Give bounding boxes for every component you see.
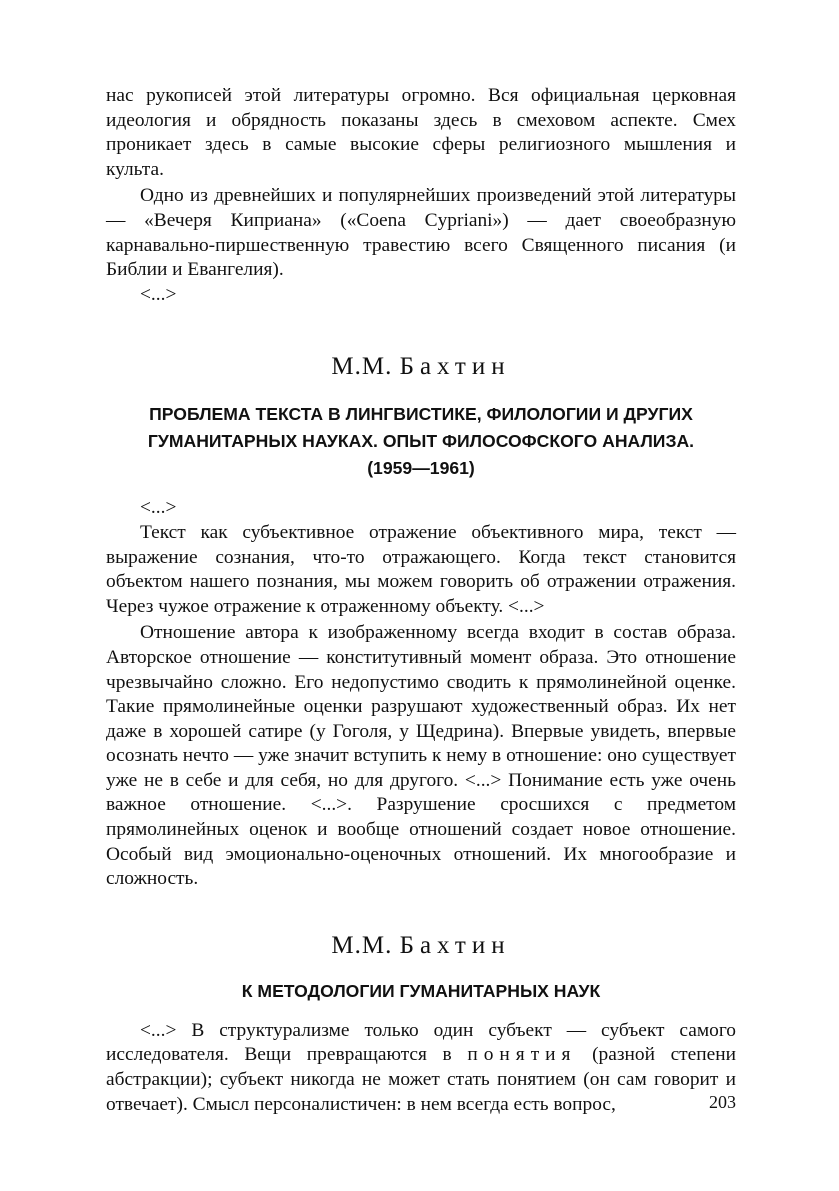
ellipsis: <...>: [140, 497, 177, 519]
author-surname: Бахтин: [399, 931, 511, 959]
section-previous: [106, 84, 736, 307]
author-initials: М.М.: [331, 353, 393, 381]
author-surname: Бахтин: [399, 353, 511, 381]
paragraph-start: <...> В структурализме только один субъект — субъект самого исследователя. Вещи превращаются в: [106, 1019, 736, 1066]
paragraph: Текст как субъективное отражение объективного мира, текст — выражение сознания, что-то отражающего. Когда текст становится объектом нашего познания, мы можем говорить об отражении отражения. Через чужое отражение к отраженному объекту. <...>: [106, 521, 736, 617]
paragraph-end: (разной степени абстракции); субъект никогда не может стать понятием (он сам говорит и отвечает). Смысл персоналистичен: в нем всегда есть вопрос,: [106, 1044, 736, 1115]
paragraph: [106, 1019, 736, 1117]
paragraph: нас рукописей этой литературы огромно. Вся официальная церковная идеология и обрядность показаны здесь в смеховом аспекте. Смех проникает здесь в самые высокие сферы религиозного мышления и культа.: [106, 85, 736, 180]
paragraph: Одно из древнейших и популярнейших произведений этой литературы — «Вечеря Киприана» («Coena Cypriani») — дает своеобразную карнавально-пиршественную травестию всего Священного писания (и Библии и Евангелия).: [106, 185, 736, 281]
page-body: [106, 84, 736, 1117]
title-line: ПРОБЛЕМА ТЕКСТА В ЛИНГВИСТИКЕ, ФИЛОЛОГИИ И ДРУГИХ: [149, 404, 693, 425]
page-number: 203: [709, 1092, 736, 1112]
ellipsis: <...>: [140, 283, 177, 305]
title-years: (1959—1961): [367, 458, 475, 479]
article-title: К МЕТОДОЛОГИИ ГУМАНИТАРНЫХ НАУК: [241, 980, 601, 1001]
paragraph: Отношение автора к изображенному всегда входит в состав образа. Авторское отношение — конститутивный момент образа. Это отношение чрезвычайно сложно. Его недопустимо сводить к прямолинейной оценке. Такие прямолинейные оценки разрушают художественный образ. Их нет даже в хорошей сатире (у Гоголя, у Щедрина). Впервые увидеть, впервые осознать нечто — уже значит вступить к нему в отношение: оно существует уже не в себе и для себя, но для другого. <...> Понимание есть уже очень важное отношение. <...>. Разрушение сросшихся с предметом прямолинейных оценок и вообще отношений создает новое отношение. Особый вид эмоционально-оценочных отношений. Их многообразие и сложность.: [106, 622, 736, 890]
author-heading: [106, 353, 736, 381]
author-heading: [106, 932, 736, 960]
section-bakhtin-methodology: [106, 932, 736, 1117]
spaced-term: понятия: [467, 1044, 577, 1066]
author-initials: М.М.: [331, 931, 393, 959]
section-bakhtin-text-problem: [106, 353, 736, 892]
article-title: [106, 401, 736, 482]
title-line: ГУМАНИТАРНЫХ НАУКАХ. ОПЫТ ФИЛОСОФСКОГО АНАЛИЗА.: [147, 431, 695, 452]
